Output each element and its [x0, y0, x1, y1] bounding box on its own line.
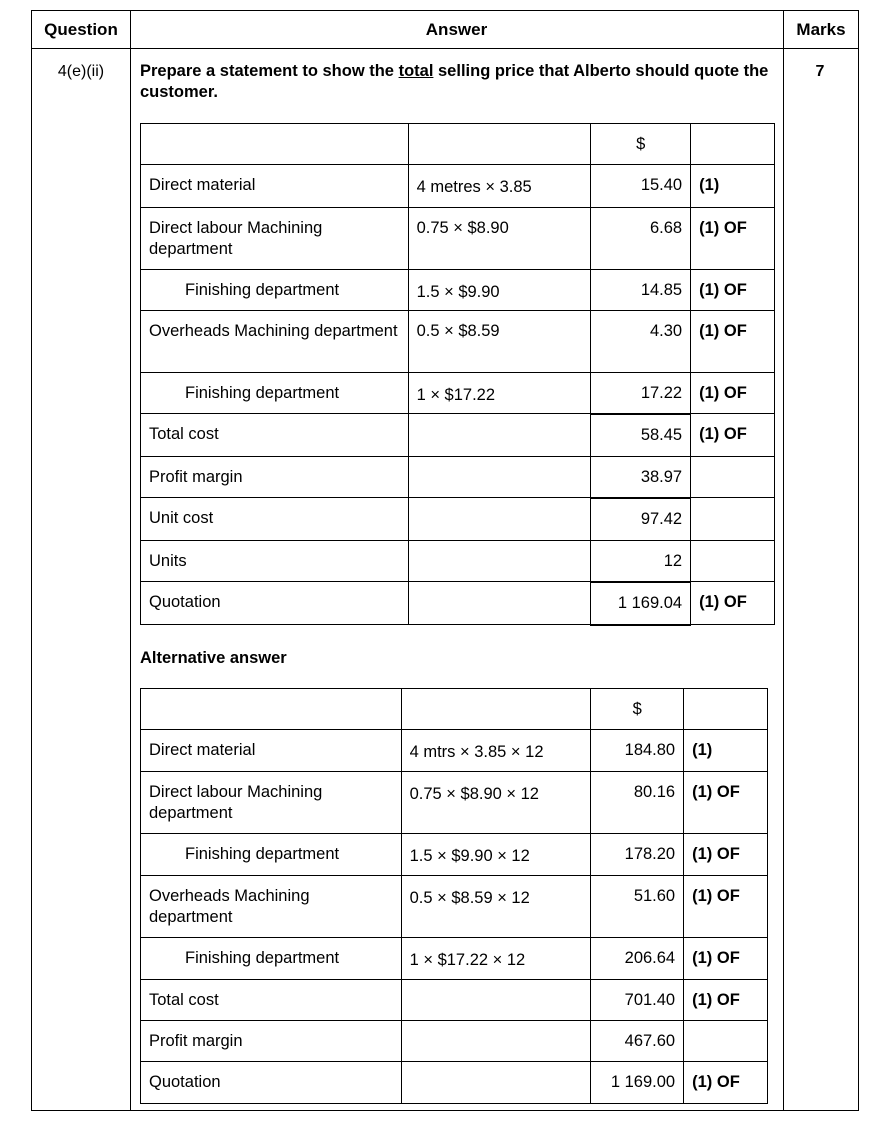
row-label: Quotation	[141, 1062, 402, 1104]
table-row	[141, 689, 768, 730]
row-label: Finishing department	[141, 373, 409, 414]
row-mark: (1) OF	[684, 938, 768, 980]
row-calc	[408, 541, 591, 582]
row-calc	[401, 980, 591, 1021]
row-amount: 38.97	[591, 457, 691, 498]
row-label: Unit cost	[141, 498, 409, 541]
row-calc: 0.5 × $8.59	[408, 311, 591, 373]
row-mark	[691, 457, 775, 498]
row-label: Direct material	[141, 730, 402, 772]
row-calc: 1.5 × $9.90	[408, 270, 591, 311]
row-amount: 1 169.00	[591, 1062, 684, 1104]
alternative-answer-title: Alternative answer	[140, 649, 287, 667]
table-row	[141, 311, 775, 373]
header-divider	[32, 48, 858, 49]
row-mark: (1) OF	[691, 414, 775, 457]
question-header: Question	[44, 20, 118, 39]
row-label: Direct material	[141, 165, 409, 208]
row-mark: (1) OF	[684, 980, 768, 1021]
table-row	[141, 498, 775, 541]
row-calc	[408, 414, 591, 457]
row-calc	[401, 1062, 591, 1104]
table-row	[141, 414, 775, 457]
question-prompt	[140, 61, 780, 103]
table-row	[141, 208, 775, 270]
table-row	[141, 373, 775, 414]
row-label: Finishing department	[141, 270, 409, 311]
row-mark	[691, 498, 775, 541]
row-label: Profit margin	[141, 457, 409, 498]
row-mark: (1) OF	[684, 876, 768, 938]
row-calc	[401, 1021, 591, 1062]
row-label: Overheads Machining department	[141, 876, 402, 938]
row-amount: 1 169.04	[591, 582, 691, 625]
table-row	[141, 980, 768, 1021]
marks-header: Marks	[796, 20, 846, 39]
row-mark: (1) OF	[684, 1062, 768, 1104]
question-number: 4(e)(ii)	[57, 63, 105, 80]
row-amount: 6.68	[591, 208, 691, 270]
prompt-underlined: total	[398, 62, 434, 80]
row-mark: (1) OF	[684, 772, 768, 834]
row-amount: 4.30	[591, 311, 691, 373]
row-mark: (1) OF	[691, 582, 775, 625]
row-calc: 4 mtrs × 3.85 × 12	[401, 730, 591, 772]
mark-scheme-frame	[31, 10, 859, 1111]
table-row	[141, 730, 768, 772]
row-label: Quotation	[141, 582, 409, 625]
table-row	[141, 124, 775, 165]
row-amount: 12	[591, 541, 691, 582]
row-label: Total cost	[141, 980, 402, 1021]
table-row	[141, 541, 775, 582]
row-mark: (1) OF	[691, 208, 775, 270]
row-amount: 206.64	[591, 938, 684, 980]
row-calc: 1 × $17.22 × 12	[401, 938, 591, 980]
answer-header: Answer	[425, 20, 488, 39]
row-amount: 58.45	[591, 414, 691, 457]
row-calc	[408, 582, 591, 625]
row-label: Finishing department	[141, 834, 402, 876]
table-row	[141, 1021, 768, 1062]
row-calc: 1 × $17.22	[408, 373, 591, 414]
row-amount: 17.22	[591, 373, 691, 414]
row-mark: (1) OF	[691, 311, 775, 373]
currency-header: $	[591, 689, 684, 730]
marks-column-divider	[783, 11, 784, 1110]
row-calc: 0.75 × $8.90	[408, 208, 591, 270]
table-row	[141, 270, 775, 311]
row-amount: 80.16	[591, 772, 684, 834]
row-mark: (1) OF	[684, 834, 768, 876]
row-amount: 178.20	[591, 834, 684, 876]
row-amount: 51.60	[591, 876, 684, 938]
table-row	[141, 165, 775, 208]
row-label: Total cost	[141, 414, 409, 457]
row-mark: (1)	[691, 165, 775, 208]
row-amount: 701.40	[591, 980, 684, 1021]
row-label: Units	[141, 541, 409, 582]
row-amount: 15.40	[591, 165, 691, 208]
row-mark	[691, 541, 775, 582]
row-calc: 4 metres × 3.85	[408, 165, 591, 208]
table-row	[141, 457, 775, 498]
table-row	[141, 876, 768, 938]
row-label: Finishing department	[141, 938, 402, 980]
row-label: Direct labour Machining department	[141, 208, 409, 270]
row-mark: (1) OF	[691, 270, 775, 311]
row-amount: 467.60	[591, 1021, 684, 1062]
row-label: Direct labour Machining department	[141, 772, 402, 834]
row-calc: 1.5 × $9.90 × 12	[401, 834, 591, 876]
question-column-divider	[130, 11, 131, 1110]
row-amount: 184.80	[591, 730, 684, 772]
row-calc	[408, 498, 591, 541]
marks-value: 7	[815, 63, 825, 80]
table-row	[141, 1062, 768, 1104]
row-label: Overheads Machining department	[141, 311, 409, 373]
currency-header: $	[591, 124, 691, 165]
row-amount: 97.42	[591, 498, 691, 541]
row-amount: 14.85	[591, 270, 691, 311]
prompt-before: Prepare a statement to show the	[140, 62, 399, 80]
row-mark: (1) OF	[691, 373, 775, 414]
main-answer-table	[140, 123, 775, 626]
prompt-after: selling price that Alberto should quote the customer.	[140, 62, 769, 101]
row-calc: 0.5 × $8.59 × 12	[401, 876, 591, 938]
alternative-answer-table	[140, 688, 768, 1104]
table-row	[141, 834, 768, 876]
row-calc	[408, 457, 591, 498]
row-mark	[684, 1021, 768, 1062]
table-row	[141, 772, 768, 834]
table-row	[141, 938, 768, 980]
row-label: Profit margin	[141, 1021, 402, 1062]
row-calc: 0.75 × $8.90 × 12	[401, 772, 591, 834]
table-row	[141, 582, 775, 625]
row-mark: (1)	[684, 730, 768, 772]
